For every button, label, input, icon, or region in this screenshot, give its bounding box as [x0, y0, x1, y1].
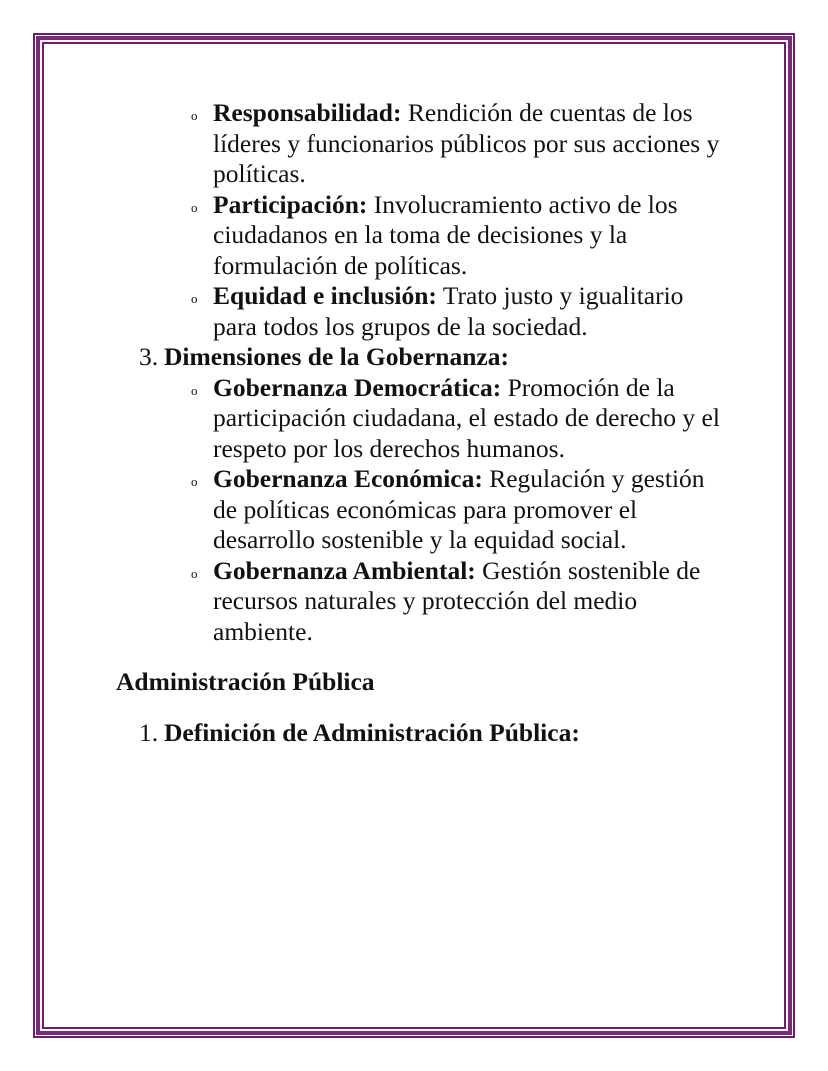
list-item: o Gobernanza Ambiental: Gestión sostenible de recursos naturales y protección del medio ambiente. [191, 555, 701, 646]
bullet-icon: o [191, 291, 198, 306]
section-heading: Administración Pública [116, 667, 375, 696]
bullet-icon: o [191, 382, 198, 398]
document-body [0, 98, 828, 748]
numbered-heading: 1. Definición de Administración Pública: [139, 717, 580, 747]
bullet-icon: o [191, 199, 198, 215]
bullet-icon: o [191, 565, 198, 581]
list-item: o Responsabilidad: Rendición de cuentas de los líderes y funcionarios públicos por sus acciones y políticas. [191, 98, 720, 188]
list-item: o Gobernanza Democrática: Promoción de la participación ciudadana, el estado de derecho y el respeto por los derechos humanos. [191, 372, 720, 463]
list-item: o Gobernanza Económica: Regulación y gestión de políticas económicas para promover el desarrollo sostenible y la equidad social. [191, 464, 705, 554]
bullet-icon: o [191, 474, 198, 489]
list-item: o Equidad e inclusión: Trato justo y igualitario para todos los grupos de la sociedad. [191, 281, 684, 341]
list-item: o Participación: Involucramiento activo de los ciudadanos en la toma de decisiones y la formulación de políticas. [191, 189, 678, 280]
numbered-heading: 3. Dimensiones de la Gobernanza: [139, 342, 509, 371]
bullet-icon: o [191, 108, 198, 123]
